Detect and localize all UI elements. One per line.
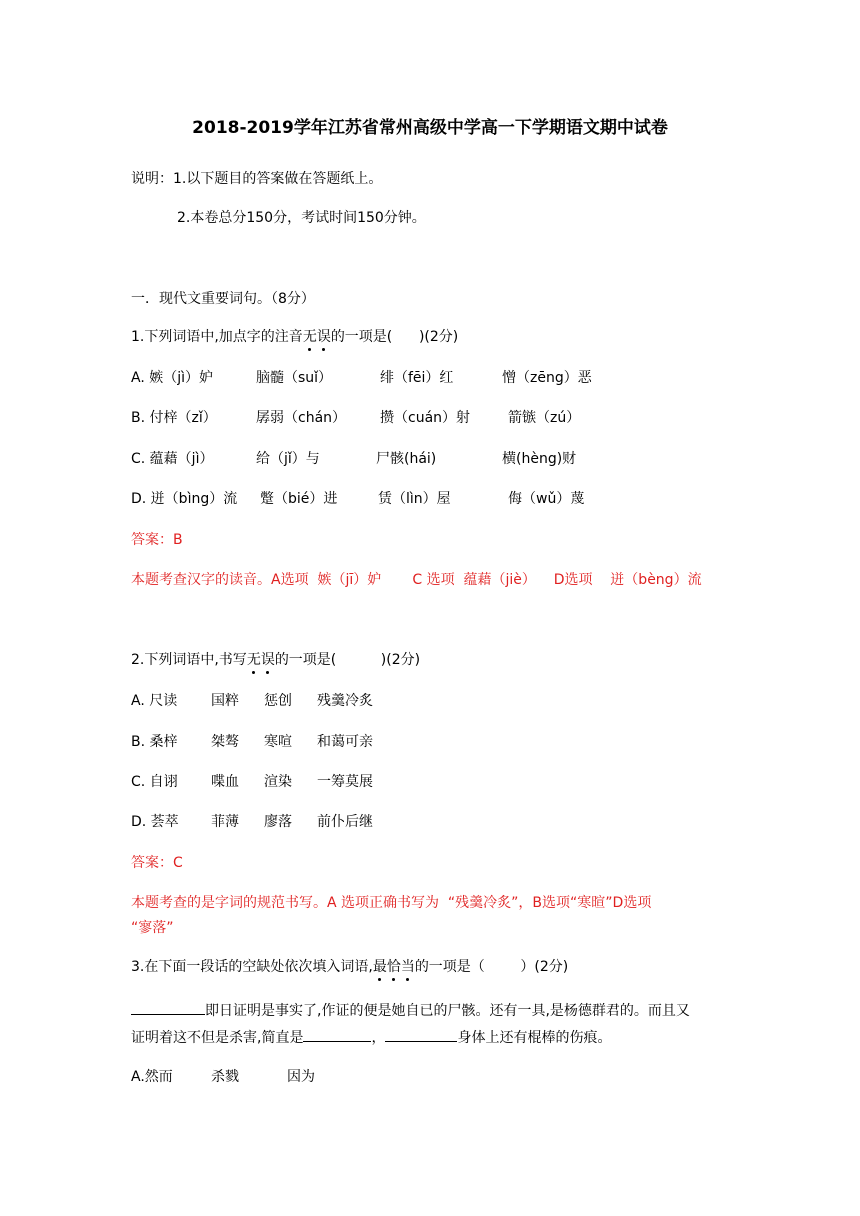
option-item: 脑髓（suǐ） <box>256 370 333 386</box>
section-heading-1: 一．现代文重要词句。（8分） <box>131 291 315 307</box>
question-2-explanation-line-2: “寥落” <box>131 920 174 936</box>
instructions-line-1: 说明：1.以下题目的答案做在答题纸上。 <box>131 171 383 187</box>
option-item: A. 嫉（jì）妒 <box>131 370 214 386</box>
option-item: 渲染 <box>264 774 292 790</box>
passage-text: 证明着这不但是杀害,简直是 <box>131 1030 304 1046</box>
option-item: D. 迸（bìng）流 <box>131 491 238 507</box>
fill-blank-3 <box>385 1026 457 1042</box>
fill-blank-2 <box>303 1026 371 1042</box>
option-item: 因为 <box>287 1069 315 1085</box>
document-title: 2018-2019学年江苏省常州高级中学高一下学期语文期中试卷 <box>192 118 668 138</box>
question-3-stem <box>131 957 568 977</box>
question-3-passage-line-2 <box>131 1026 611 1048</box>
option-item: B. 桑梓 <box>131 734 178 750</box>
option-item: 攒（cuán）射 <box>380 410 471 426</box>
option-item: 一筹莫展 <box>317 774 373 790</box>
question-2-stem <box>131 650 420 670</box>
emphasis-dot-char: 当 <box>400 959 415 975</box>
option-item: 国粹 <box>211 693 239 709</box>
option-item: 横(hèng)财 <box>502 451 577 467</box>
question-1-stem-part-1: 1.下列词语中,加点字的注音 <box>131 329 303 345</box>
option-item: C. 蕴藉（jì） <box>131 451 214 467</box>
question-2-stem-part-1: 2.下列词语中,书写 <box>131 652 247 668</box>
option-item: 侮（wǔ）蔑 <box>508 491 585 507</box>
question-1-stem-part-2: 的一项是( )(2分) <box>330 329 459 345</box>
passage-text: ， <box>371 1030 386 1046</box>
question-3-stem-part-2: 的一项是（ ）(2分) <box>414 959 569 975</box>
option-item: 箭镞（zú） <box>508 410 581 426</box>
passage-text: 即日证明是事实了,作证的便是她自已的尸骸。还有一具,是杨德群君的。而且又 <box>205 1003 690 1019</box>
emphasis-dot-char: 最 <box>372 959 387 975</box>
option-item: 杀戮 <box>211 1069 239 1085</box>
emphasis-dot-char: 误 <box>316 329 331 345</box>
option-item: 菲薄 <box>211 814 239 830</box>
option-item: A.然而 <box>131 1069 173 1085</box>
instructions-line-2: 2.本卷总分150分，考试时间150分钟。 <box>177 210 426 226</box>
emphasis-dot-char: 无 <box>302 329 317 345</box>
question-3-stem-part-1: 3.在下面一段话的空缺处依次填入词语, <box>131 959 373 975</box>
option-item: 廖落 <box>264 814 292 830</box>
option-item: 和蔼可亲 <box>317 734 373 750</box>
passage-text: 身体上还有棍棒的伤痕。 <box>457 1030 612 1046</box>
question-3-passage-line-1 <box>131 999 690 1021</box>
option-item: A. 尺读 <box>131 693 178 709</box>
option-item: 赁（lìn）屋 <box>378 491 451 507</box>
option-item: 憎（zēng）恶 <box>502 370 592 386</box>
option-item: 蹩（bié）进 <box>260 491 338 507</box>
emphasis-dot-char: 恰 <box>386 959 401 975</box>
option-item: 给（jǐ）与 <box>256 451 320 467</box>
question-2-explanation-line-1: 本题考查的是字词的规范书写。A 选项正确书写为 “残羹冷炙”，B选项“寒暄”D选项 <box>131 895 652 911</box>
option-item: 孱弱（chán） <box>256 410 347 426</box>
option-item: 绯（fēi）红 <box>380 370 454 386</box>
option-item: B. 付梓（zǐ） <box>131 410 217 426</box>
emphasis-dot-char: 无 <box>246 652 261 668</box>
option-item: 喋血 <box>211 774 239 790</box>
question-2-stem-part-2: 的一项是( )(2分) <box>274 652 421 668</box>
option-item: D. 荟萃 <box>131 814 179 830</box>
question-2-answer: 答案：C <box>131 855 183 871</box>
option-item: C. 自诩 <box>131 774 178 790</box>
option-item: 桀骜 <box>211 734 239 750</box>
option-item: 寒喧 <box>264 734 292 750</box>
question-1-stem <box>131 327 458 347</box>
question-1-explanation: 本题考查汉字的读音。A选项 嫉（jī）妒 C 选项 蕴藉（jiè） D选项 迸（bèng）流 <box>131 572 702 588</box>
option-item: 惩创 <box>264 693 292 709</box>
option-item: 尸骸(hái) <box>376 451 437 467</box>
emphasis-dot-char: 误 <box>260 652 275 668</box>
option-item: 残羹冷炙 <box>317 693 373 709</box>
question-1-answer: 答案：B <box>131 532 183 548</box>
fill-blank-1 <box>131 999 205 1015</box>
option-item: 前仆后继 <box>317 814 373 830</box>
